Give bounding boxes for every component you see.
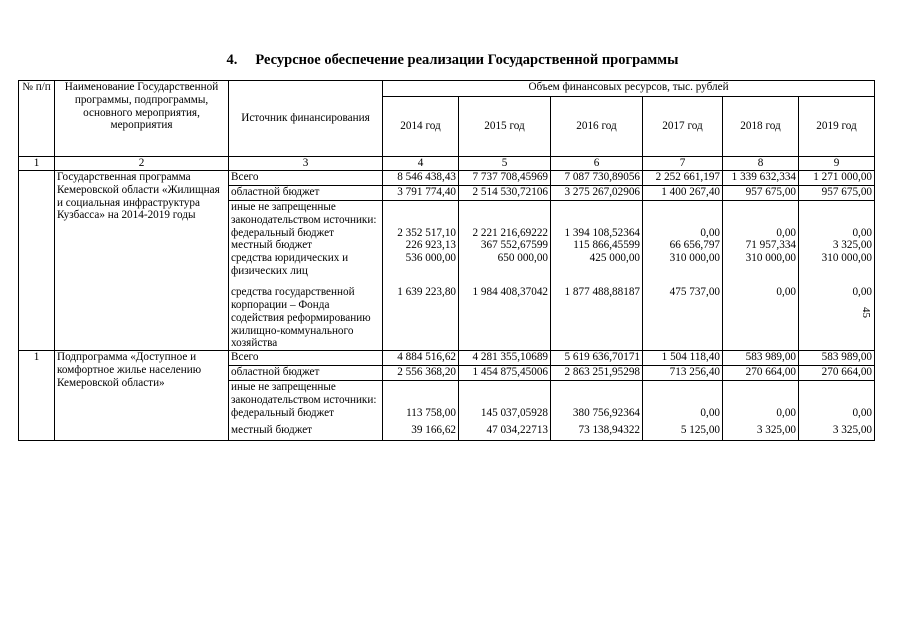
value-cell: 0,00 bbox=[799, 407, 875, 424]
value-cell: 270 664,00 bbox=[799, 366, 875, 381]
value-cell: 367 552,67599 bbox=[459, 239, 551, 252]
index-cell: 4 bbox=[383, 157, 459, 171]
value-cell: 425 000,00 bbox=[551, 252, 643, 286]
value-cell bbox=[459, 201, 551, 227]
value-cell: 0,00 bbox=[643, 407, 723, 424]
value-cell: 0,00 bbox=[723, 286, 799, 350]
value-cell: 310 000,00 bbox=[799, 252, 875, 286]
source-cell: местный бюджет bbox=[229, 239, 383, 252]
value-cell: 66 656,797 bbox=[643, 239, 723, 252]
value-cell bbox=[551, 201, 643, 227]
row-name: Подпрограмма «Доступное и комфортное жилье населению Кемеровской области» bbox=[55, 351, 229, 441]
source-cell: Всего bbox=[229, 351, 383, 366]
value-cell bbox=[723, 201, 799, 227]
value-cell: 1 877 488,88187 bbox=[551, 286, 643, 350]
resource-table bbox=[18, 80, 875, 441]
value-cell: 0,00 bbox=[723, 407, 799, 424]
value-cell: 713 256,40 bbox=[643, 366, 723, 381]
value-cell: 3 325,00 bbox=[723, 424, 799, 441]
value-cell: 583 989,00 bbox=[799, 351, 875, 366]
value-cell: 1 394 108,52364 bbox=[551, 227, 643, 240]
value-cell: 2 514 530,72106 bbox=[459, 186, 551, 201]
header-volume: Объем финансовых ресурсов, тыс. рублей bbox=[383, 81, 875, 97]
index-cell: 2 bbox=[55, 157, 229, 171]
value-cell: 310 000,00 bbox=[723, 252, 799, 286]
value-cell: 226 923,13 bbox=[383, 239, 459, 252]
value-cell: 3 325,00 bbox=[799, 424, 875, 441]
source-cell: федеральный бюджет bbox=[229, 407, 383, 424]
value-cell: 5 125,00 bbox=[643, 424, 723, 441]
value-cell: 1 639 223,80 bbox=[383, 286, 459, 350]
value-cell: 380 756,92364 bbox=[551, 407, 643, 424]
header-year: 2014 год bbox=[383, 97, 459, 157]
header-year: 2019 год bbox=[799, 97, 875, 157]
value-cell bbox=[799, 381, 875, 407]
table-row bbox=[19, 171, 875, 186]
source-cell: средства юридических и физических лиц bbox=[229, 252, 383, 286]
row-num bbox=[19, 171, 55, 351]
source-cell: Всего bbox=[229, 171, 383, 186]
value-cell bbox=[643, 381, 723, 407]
value-cell bbox=[643, 201, 723, 227]
index-cell: 5 bbox=[459, 157, 551, 171]
index-cell: 9 bbox=[799, 157, 875, 171]
source-cell: местный бюджет bbox=[229, 424, 383, 441]
header-year: 2015 год bbox=[459, 97, 551, 157]
value-cell: 4 884 516,62 bbox=[383, 351, 459, 366]
value-cell: 270 664,00 bbox=[723, 366, 799, 381]
value-cell: 310 000,00 bbox=[643, 252, 723, 286]
value-cell: 1 400 267,40 bbox=[643, 186, 723, 201]
section-number: 4. bbox=[226, 52, 238, 68]
header-name: Наименование Государственной программы, подпрограммы, основного мероприятия, мероприятия bbox=[55, 81, 229, 157]
value-cell: 0,00 bbox=[643, 227, 723, 240]
value-cell: 2 556 368,20 bbox=[383, 366, 459, 381]
value-cell bbox=[383, 201, 459, 227]
header-num: № п/п bbox=[19, 81, 55, 157]
index-cell: 7 bbox=[643, 157, 723, 171]
value-cell: 2 352 517,10 bbox=[383, 227, 459, 240]
value-cell bbox=[551, 381, 643, 407]
value-cell: 8 546 438,43 bbox=[383, 171, 459, 186]
value-cell: 73 138,94322 bbox=[551, 424, 643, 441]
value-cell: 3 325,00 bbox=[799, 239, 875, 252]
index-cell: 6 bbox=[551, 157, 643, 171]
source-cell: областной бюджет bbox=[229, 366, 383, 381]
value-cell: 475 737,00 bbox=[643, 286, 723, 350]
value-cell: 113 758,00 bbox=[383, 407, 459, 424]
header-year: 2017 год bbox=[643, 97, 723, 157]
header-year: 2018 год bbox=[723, 97, 799, 157]
source-cell: иные не запрещенные законодательством источники: bbox=[229, 381, 383, 407]
value-cell: 650 000,00 bbox=[459, 252, 551, 286]
value-cell: 536 000,00 bbox=[383, 252, 459, 286]
row-name: Государственная программа Кемеровской области «Жилищная и социальная инфраструктура Кузбасса» на 2014-2019 годы bbox=[55, 171, 229, 351]
value-cell bbox=[459, 381, 551, 407]
value-cell: 7 087 730,89056 bbox=[551, 171, 643, 186]
table-row bbox=[19, 351, 875, 366]
index-cell: 3 bbox=[229, 157, 383, 171]
value-cell: 1 984 408,37042 bbox=[459, 286, 551, 350]
value-cell: 1 504 118,40 bbox=[643, 351, 723, 366]
value-cell: 0,00 bbox=[799, 227, 875, 240]
value-cell: 583 989,00 bbox=[723, 351, 799, 366]
row-num: 1 bbox=[19, 351, 55, 441]
value-cell: 47 034,22713 bbox=[459, 424, 551, 441]
value-cell: 4 281 355,10689 bbox=[459, 351, 551, 366]
value-cell bbox=[723, 381, 799, 407]
value-cell: 1 271 000,00 bbox=[799, 171, 875, 186]
source-cell: средства государственной корпорации – Фонда содействия реформированию жилищно-коммунального хозяйства bbox=[229, 286, 383, 350]
section-title-text: Ресурсное обеспечение реализации Государственной программы bbox=[255, 52, 679, 68]
page-number: 45 bbox=[860, 307, 872, 318]
header-source: Источник финансирования bbox=[229, 81, 383, 157]
value-cell: 0,00 bbox=[799, 286, 875, 350]
value-cell bbox=[799, 201, 875, 227]
section-title bbox=[0, 52, 905, 69]
index-cell: 1 bbox=[19, 157, 55, 171]
value-cell: 0,00 bbox=[723, 227, 799, 240]
value-cell bbox=[383, 381, 459, 407]
value-cell: 2 863 251,95298 bbox=[551, 366, 643, 381]
value-cell: 2 221 216,69222 bbox=[459, 227, 551, 240]
index-cell: 8 bbox=[723, 157, 799, 171]
value-cell: 957 675,00 bbox=[723, 186, 799, 201]
value-cell: 115 866,45599 bbox=[551, 239, 643, 252]
value-cell: 5 619 636,70171 bbox=[551, 351, 643, 366]
value-cell: 1 454 875,45006 bbox=[459, 366, 551, 381]
source-cell: областной бюджет bbox=[229, 186, 383, 201]
value-cell: 145 037,05928 bbox=[459, 407, 551, 424]
value-cell: 7 737 708,45969 bbox=[459, 171, 551, 186]
source-cell: иные не запрещенные законодательством источники: bbox=[229, 201, 383, 227]
value-cell: 3 275 267,02906 bbox=[551, 186, 643, 201]
value-cell: 1 339 632,334 bbox=[723, 171, 799, 186]
header-year: 2016 год bbox=[551, 97, 643, 157]
value-cell: 957 675,00 bbox=[799, 186, 875, 201]
value-cell: 71 957,334 bbox=[723, 239, 799, 252]
value-cell: 39 166,62 bbox=[383, 424, 459, 441]
value-cell: 2 252 661,197 bbox=[643, 171, 723, 186]
source-cell: федеральный бюджет bbox=[229, 227, 383, 240]
value-cell: 3 791 774,40 bbox=[383, 186, 459, 201]
